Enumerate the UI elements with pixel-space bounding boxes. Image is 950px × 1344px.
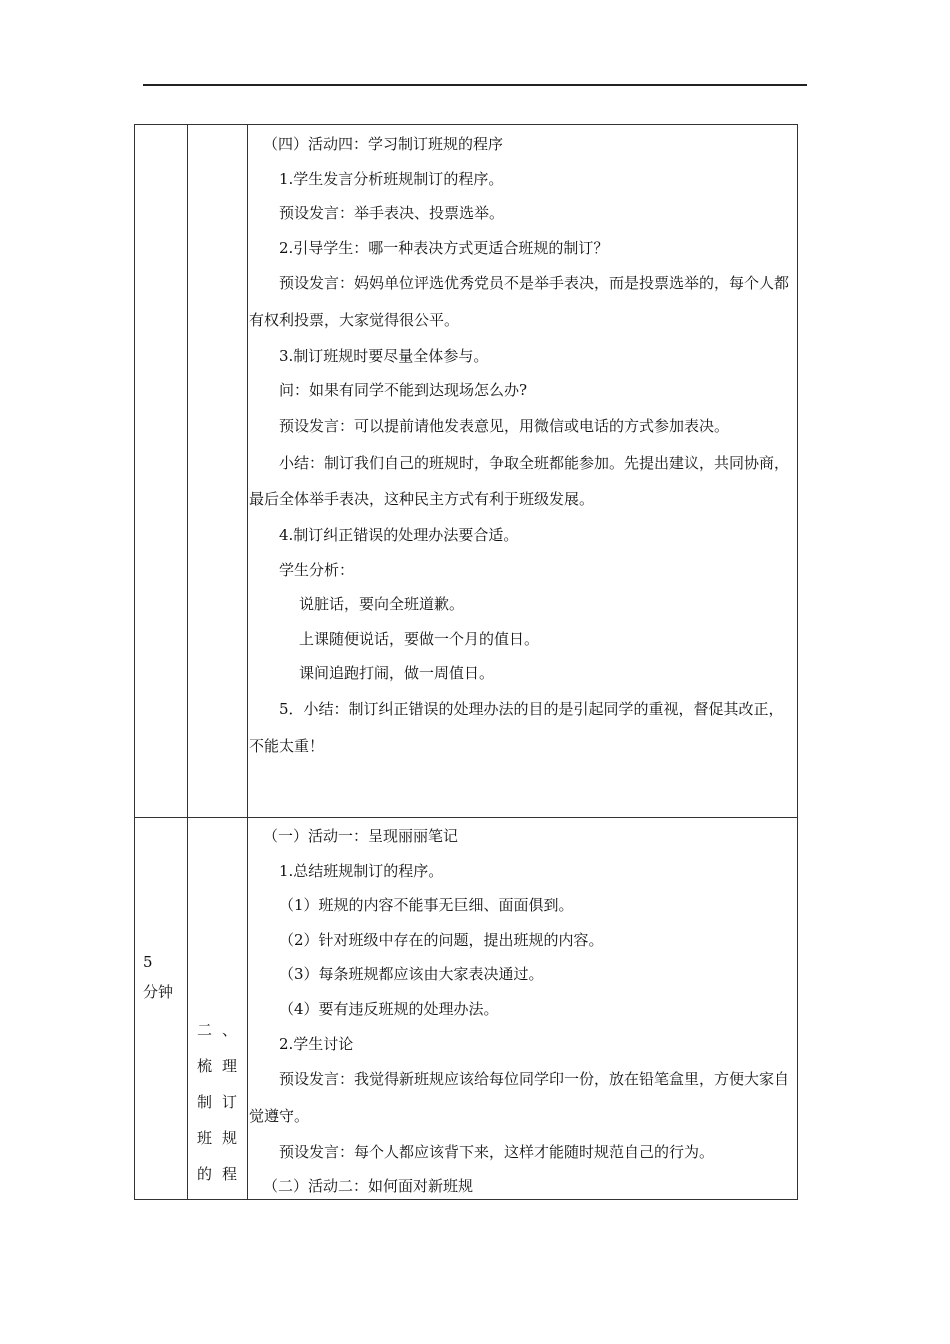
row2-line: （1）班规的内容不能事无巨细、面面俱到。 <box>279 896 574 915</box>
row1-line: 说脏话，要向全班道歉。 <box>299 595 465 614</box>
row2-line: （3）每条班规都应该由大家表决通过。 <box>279 965 544 984</box>
row2-line: （二）活动二：如何面对新班规 <box>263 1177 474 1196</box>
row2-line: 2.学生讨论 <box>279 1034 354 1053</box>
column-divider-2 <box>247 125 248 1199</box>
row1-line: 小结：制订我们自己的班规时，争取全班都能参加。先提出建议，共同协商，最后全体举手表决，这种民主方式有利于班级发展。 <box>249 453 790 509</box>
time-cell <box>143 947 173 1007</box>
row1-line: 预设发言：举手表决、投票选举。 <box>279 204 505 223</box>
column-divider-1 <box>187 125 188 1199</box>
row2-line: 预设发言：每个人都应该背下来，这样才能随时规范自己的行为。 <box>279 1142 715 1161</box>
row1-line: 上课随便说话，要做一个月的值日。 <box>299 629 540 648</box>
header-rule <box>143 84 807 86</box>
time-number: 5 <box>143 953 153 971</box>
row1-line: 2.引导学生：哪一种表决方式更适合班规的制订？ <box>279 238 609 257</box>
row2-line: （2）针对班级中存在的问题，提出班规的内容。 <box>279 930 604 949</box>
section-char: 梳 <box>197 1057 213 1075</box>
section-char: 程 <box>221 1165 237 1183</box>
time-unit: 分钟 <box>143 983 174 1001</box>
section-char: 班 <box>197 1129 213 1147</box>
row1-line: 1.学生发言分析班规制订的程序。 <box>279 169 504 188</box>
row2-line: （一）活动一：呈现丽丽笔记 <box>263 827 459 845</box>
row1-line: （四）活动四：学习制订班规的程序 <box>263 135 504 153</box>
section-char: 理 <box>221 1057 237 1075</box>
row-divider <box>135 817 797 818</box>
section-char: 的 <box>197 1165 213 1183</box>
row2-line: 预设发言：我觉得新班规应该给每位同学印一份，放在铅笔盒里，方便大家自觉遵守。 <box>249 1070 790 1125</box>
row1-line: 4.制订纠正错误的处理办法要合适。 <box>279 526 519 545</box>
row1-line: 学生分析： <box>279 560 355 579</box>
row1-line: 预设发言：妈妈单位评选优秀党员不是举手表决，而是投票选举的，每个人都有权利投票，大家觉得很公平。 <box>249 274 790 330</box>
section-char: 、 <box>221 1021 237 1039</box>
section-char: 订 <box>221 1093 237 1111</box>
section-char: 制 <box>197 1093 213 1111</box>
section-char: 规 <box>221 1129 237 1147</box>
section-title-cell <box>191 1012 243 1192</box>
row2-line: （4）要有违反班规的处理办法。 <box>279 999 499 1018</box>
row2-content <box>249 819 791 1204</box>
row1-line: 5．小结：制订纠正错误的处理办法的目的是引起同学的重视，督促其改正，不能太重！ <box>249 700 784 755</box>
lesson-table <box>134 124 798 1200</box>
row1-content <box>249 127 791 764</box>
row1-line: 问：如果有同学不能到达现场怎么办? <box>279 381 528 400</box>
row1-line: 课间追跑打闹，做一周值日。 <box>299 664 495 683</box>
row2-line: 1.总结班规制订的程序。 <box>279 861 444 880</box>
row1-line: 预设发言：可以提前请他发表意见，用微信或电话的方式参加表决。 <box>279 416 730 435</box>
section-char: 二 <box>197 1021 213 1039</box>
row1-line: 3.制订班规时要尽量全体参与。 <box>279 346 489 365</box>
